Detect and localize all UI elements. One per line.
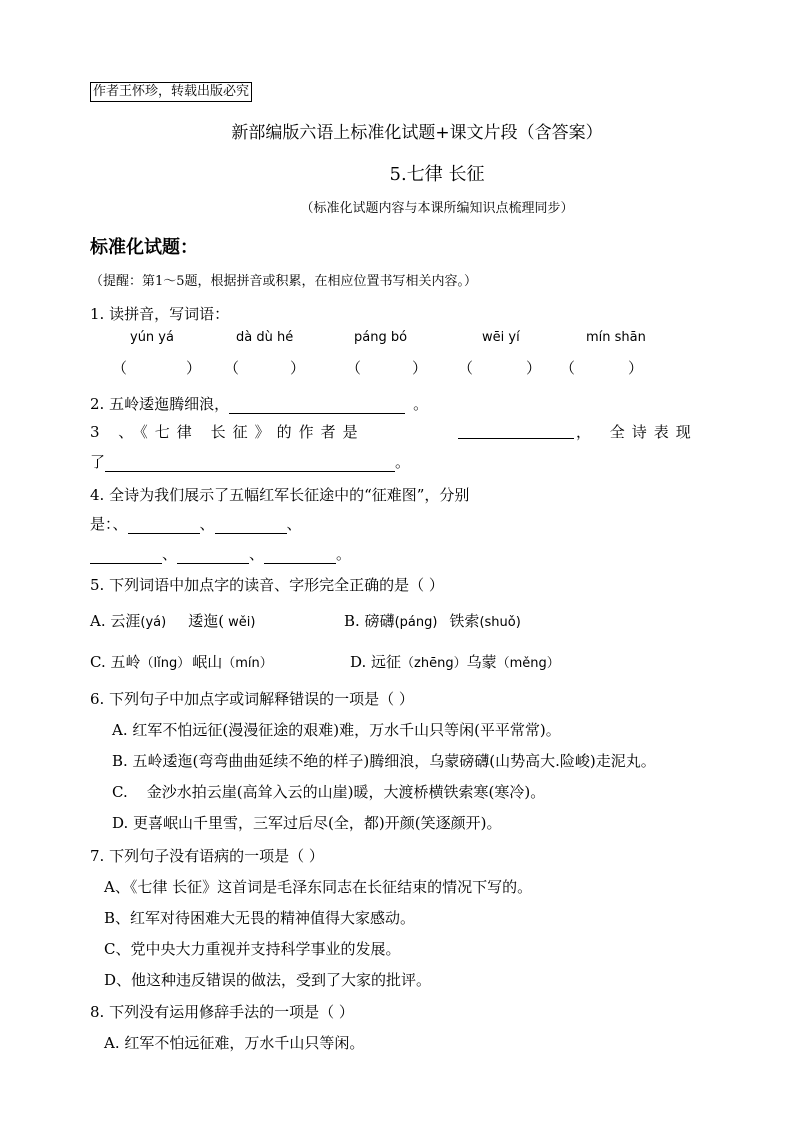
q7-stem: 7. 下列句子没有语病的一项是（ ）: [90, 847, 324, 865]
q4-blank-4[interactable]: [177, 549, 249, 564]
q1-paren-open-3: （: [346, 359, 362, 377]
q5-a-pinyin-2: wěi): [224, 615, 256, 630]
q2-suffix: 。: [413, 395, 429, 413]
q5-c-word-2: 岷山: [192, 653, 223, 671]
q5-option-b: [344, 610, 521, 631]
q1-paren-close-4: ）: [526, 359, 542, 377]
q5-a-label: A. 云涯: [90, 612, 141, 630]
q7-option-a: A、《七律 长征》这首词是毛泽东同志在长征结束的情况下写的。: [104, 878, 533, 896]
q3-line1-suffix: ， 全诗表现: [576, 423, 698, 441]
q8-stem: 8. 下列没有运用修辞手法的一项是（ ）: [90, 1003, 354, 1021]
q5-d-word-2: 乌蒙: [466, 653, 497, 671]
q1-pinyin-1: yún yá: [130, 330, 174, 345]
q7-option-d: D、他这种违反错误的做法，受到了大家的批评。: [104, 971, 432, 989]
q4-blank-2[interactable]: [215, 519, 287, 534]
q1-paren-close-1: ）: [186, 359, 202, 377]
q7-option-c: C、党中央大力重视并支持科学事业的发展。: [104, 940, 401, 958]
q4-line3: [90, 543, 351, 564]
q2-prefix: 2. 五岭逶迤腾细浪，: [90, 395, 230, 413]
q5-a-word-2: 逶迤(: [188, 612, 225, 630]
q5-c-pinyin-2: （mín）: [222, 656, 273, 671]
q5-b-word-2: 铁索: [449, 612, 480, 630]
q4-end: 。: [336, 545, 352, 563]
q6-stem: 6. 下列句子中加点字或词解释错误的一项是（ ）: [90, 690, 414, 708]
q1-stem: 1. 读拼音，写词语：: [90, 305, 230, 323]
q1-paren-close-5: ）: [628, 359, 644, 377]
q1-paren-open-4: （: [458, 359, 474, 377]
q4-sep-1: 、: [199, 515, 215, 533]
q1-pinyin-3: páng bó: [354, 330, 408, 345]
q4-blank-3[interactable]: [90, 549, 162, 564]
q2-line: [90, 393, 428, 414]
q3-author-blank[interactable]: [458, 424, 574, 439]
q3-line2: [90, 451, 410, 472]
q4-blank-5[interactable]: [264, 549, 336, 564]
q5-option-d: [350, 651, 560, 672]
q5-option-a: [90, 610, 256, 631]
q1-pinyin-5: mín shān: [586, 330, 646, 345]
q1-paren-close-3: ）: [412, 359, 428, 377]
q1-paren-open-1: （: [112, 359, 128, 377]
q5-c-pinyin-1: （lǐng）: [140, 656, 191, 671]
q1-pinyin-4: wēi yí: [482, 330, 520, 345]
q5-option-c: [90, 651, 273, 672]
q6-option-d: D. 更喜岷山千里雪，三军过后尽(全，都)开颜(笑逐颜开)。: [112, 814, 502, 832]
q5-b-label: B. 磅礴: [344, 612, 395, 630]
q5-d-pinyin-1: （zhēng）: [401, 656, 467, 671]
q4-sep-2: 、: [286, 515, 302, 533]
q1-paren-open-5: （: [560, 359, 576, 377]
reminder-text: （提醒：第1～5题，根据拼音或积累，在相应位置书写相关内容。）: [90, 274, 478, 289]
q5-b-pinyin-2: (shuǒ): [479, 615, 521, 630]
subtitle-note: （标准化试题内容与本课所编知识点梳理同步）: [300, 201, 574, 216]
q4-blank-1[interactable]: [128, 519, 200, 534]
q6-option-a: A. 红军不怕远征(漫漫征途的艰难)难，万水千山只等闲(平平常常)。: [112, 721, 561, 739]
q3-line1-prefix: 3 、《七律 长征》的作者是: [90, 423, 365, 441]
q7-option-b: B、红军对待困难大无畏的精神值得大家感动。: [104, 909, 416, 927]
q5-b-pinyin-1: (páng): [394, 615, 438, 630]
q5-stem: 5. 下列词语中加点字的读音、字形完全正确的是（ ）: [90, 576, 444, 594]
q4-line1: 4. 全诗为我们展示了五幅红军长征途中的“征难图”，分别: [90, 486, 470, 504]
section-heading: 标准化试题：: [90, 237, 198, 258]
lesson-title: 5.七律 长征: [389, 164, 485, 185]
author-note: 作者王怀珍，转载出版必究: [90, 82, 252, 102]
q1-pinyin-2: dà dù hé: [236, 330, 294, 345]
q6-option-b: B. 五岭逶迤(弯弯曲曲延续不绝的样子)腾细浪，乌蒙磅礴(山势高大.险峻)走泥丸。: [112, 752, 656, 770]
q3-line1-blank-wrap: [458, 421, 574, 439]
q3-theme-blank[interactable]: [105, 457, 395, 472]
q1-paren-close-2: ）: [290, 359, 306, 377]
q5-d-label: D. 远征: [350, 653, 402, 671]
q1-paren-open-2: （: [224, 359, 240, 377]
q3-line2-suffix: 。: [395, 453, 411, 471]
q4-line2-prefix: 是：、: [90, 515, 128, 533]
q5-a-pinyin-1: (yá): [140, 615, 167, 630]
q3-line2-prefix: 了: [90, 453, 106, 471]
q4-sep-4: 、: [249, 545, 265, 563]
document-title: 新部编版六语上标准化试题+课文片段（含答案）: [231, 123, 603, 143]
q8-option-a: A. 红军不怕远征难，万水千山只等闲。: [104, 1034, 365, 1052]
q2-answer-blank[interactable]: [229, 399, 405, 414]
q5-d-pinyin-2: （měng）: [496, 656, 560, 671]
q4-line2: [90, 513, 302, 534]
q6-option-c: C. 金沙水拍云崖(高耸入云的山崖)暖，大渡桥横铁索寒(寒冷)。: [112, 783, 546, 801]
q4-sep-3: 、: [162, 545, 178, 563]
q5-c-label: C. 五岭: [90, 653, 141, 671]
